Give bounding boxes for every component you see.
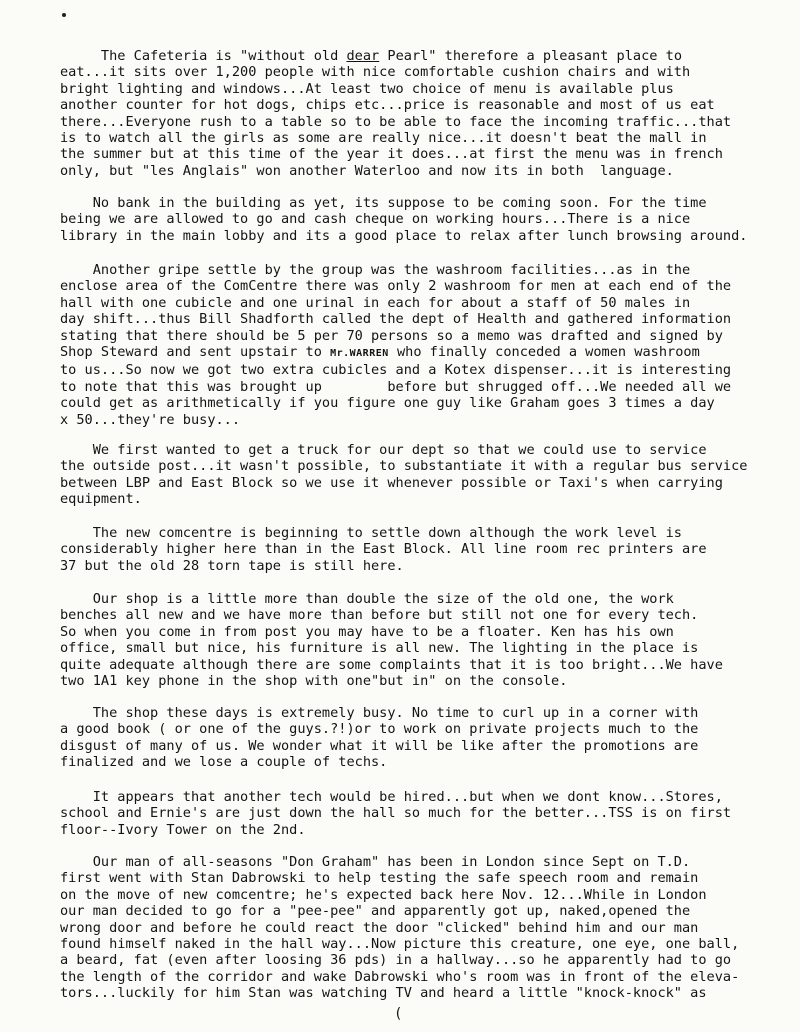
text-line: The shop these days is extremely busy. No time to curl up in a corner with	[60, 705, 699, 721]
text-line: floor--Ivory Tower on the 2nd.	[60, 821, 306, 838]
text-line: The Cafeteria is "without old dear Pearl" therefore a pleasant place to	[60, 48, 683, 64]
text-line: quite adequate although there are some complaints that it is too bright...We have	[60, 656, 723, 673]
text-line: stating that there should be 5 per 70 persons so a memo was drafted and signed by	[60, 327, 723, 344]
paragraph-graham	[60, 854, 772, 1002]
text-line: school and Ernie's are just down the hall so much for the better...TSS is on first	[60, 805, 732, 822]
text-line: could get as arithmetically if you figure one guy like Graham goes 3 times a day	[60, 395, 715, 412]
text-line: The new comcentre is beginning to settle down although the work level is	[60, 525, 682, 541]
text-line: our man decided to go for a "pee-pee" and apparently got up, naked,opened the	[60, 903, 691, 920]
text-line: considerably higher here than in the East Block. All line room rec printers are	[60, 541, 707, 558]
text-line: only, but "les Anglais" won another Waterloo and now its in both language.	[60, 162, 674, 179]
text-line: benches all new and we have more than before but still not one for every tech.	[60, 607, 699, 624]
text-line: No bank in the building as yet, its suppose to be coming soon. For the time	[60, 195, 707, 211]
text-line: Shop Steward and sent upstair to Mr.WARREN who finally conceded a women washroom	[60, 344, 700, 361]
text-line: Our shop is a little more than double the size of the old one, the work	[60, 591, 674, 607]
text-line: day shift...thus Bill Shadforth called the dept of Health and gathered information	[60, 311, 732, 328]
text-line: Another gripe settle by the group was the washroom facilities...as in the	[60, 262, 691, 278]
text-line: It appears that another tech would be hired...but when we dont know...Stores,	[60, 789, 723, 805]
text-line: hall with one cubicle and one urinal in each for about a staff of 50 males in	[60, 294, 691, 311]
text-line: equipment.	[60, 491, 142, 508]
text-line: enclose area of the ComCentre there was only 2 washroom for men at each end of the	[60, 278, 732, 295]
text-line: So when you come in from post you may have to be a floater. Ken has his own	[60, 623, 674, 640]
text-line: found himself naked in the hall way...Now picture this creature, one eye, one ball,	[60, 936, 740, 953]
text-line: eat...it sits over 1,200 people with nice comfortable cushion chairs and with	[60, 64, 691, 81]
paragraph-busy	[60, 705, 772, 771]
ink-speck	[62, 13, 66, 17]
text-line: wrong door and before he could react the door "clicked" behind him and our man	[60, 919, 699, 936]
text-line: Our man of all-seasons "Don Graham" has been in London since Sept on T.D.	[60, 854, 691, 870]
handwritten-name: Mr.WARREN	[330, 348, 389, 360]
text-line: to note that this was brought up before but shrugged off...We needed all we	[60, 378, 732, 395]
text-line: first went with Stan Dabrowski to help testing the safe speech room and remain	[60, 870, 699, 887]
text-line: x 50...they're busy...	[60, 411, 241, 428]
text-line: the outside post...it wasn't possible, to substantiate it with a regular bus service	[60, 458, 748, 475]
text-line: finalized and we lose a couple of techs.	[60, 754, 388, 771]
text-line: to us...So now we got two extra cubicles and a Kotex dispenser...it is interesting	[60, 362, 732, 379]
text-line: is to watch all the girls as some are really nice...it doesn't beat the mall in	[60, 130, 707, 147]
text-line: another counter for hot dogs, chips etc...price is reasonable and most of us eat	[60, 97, 715, 114]
text-line: the length of the corridor and wake Dabrowski who's room was in front of the eleva-	[60, 968, 740, 985]
paragraph-washroom	[60, 262, 772, 428]
paragraph-shop-size	[60, 591, 772, 689]
text-line: between LBP and East Block so we use it whenever possible or Taxi's when carrying	[60, 474, 723, 491]
text-line: tors...luckily for him Stan was watching TV and heard a little "knock-knock" as	[60, 985, 707, 1002]
paragraph-comcentre	[60, 525, 772, 574]
text-line: there...Everyone rush to a table so to be able to face the incoming traffic...that	[60, 113, 732, 130]
text-line: disgust of many of us. We wonder what it will be like after the promotions are	[60, 737, 699, 754]
text-line: on the move of new comcentre; he's expected back here Nov. 12...While in London	[60, 886, 707, 903]
paragraph-hired	[60, 789, 772, 838]
text-line: the summer but at this time of the year it does...at first the menu was in french	[60, 146, 723, 163]
text-line: bright lighting and windows...At least two choice of menu is available plus	[60, 80, 674, 97]
text-line: We first wanted to get a truck for our dept so that we could use to service	[60, 442, 707, 458]
paragraph-truck	[60, 442, 772, 508]
text-line: office, small but nice, his furniture is all new. The lighting in the place is	[60, 640, 699, 657]
text-line: library in the main lobby and its a good place to relax after lunch browsing around.	[60, 227, 748, 244]
text-line: a beard, fat (even after loosing 36 pds) in a hallway...so he apparently had to go	[60, 952, 732, 969]
paragraph-cafeteria	[60, 48, 772, 179]
page-mark: (	[394, 1006, 403, 1022]
text-line: two 1A1 key phone in the shop with one"but in" on the console.	[60, 673, 568, 690]
paragraph-bank	[60, 195, 772, 244]
text-line: a good book ( or one of the guys.?!)or to work on private projects much to the	[60, 721, 699, 738]
text-line: 37 but the old 28 torn tape is still here.	[60, 557, 404, 574]
text-line: being we are allowed to go and cash cheque on working hours...There is a nice	[60, 211, 691, 228]
